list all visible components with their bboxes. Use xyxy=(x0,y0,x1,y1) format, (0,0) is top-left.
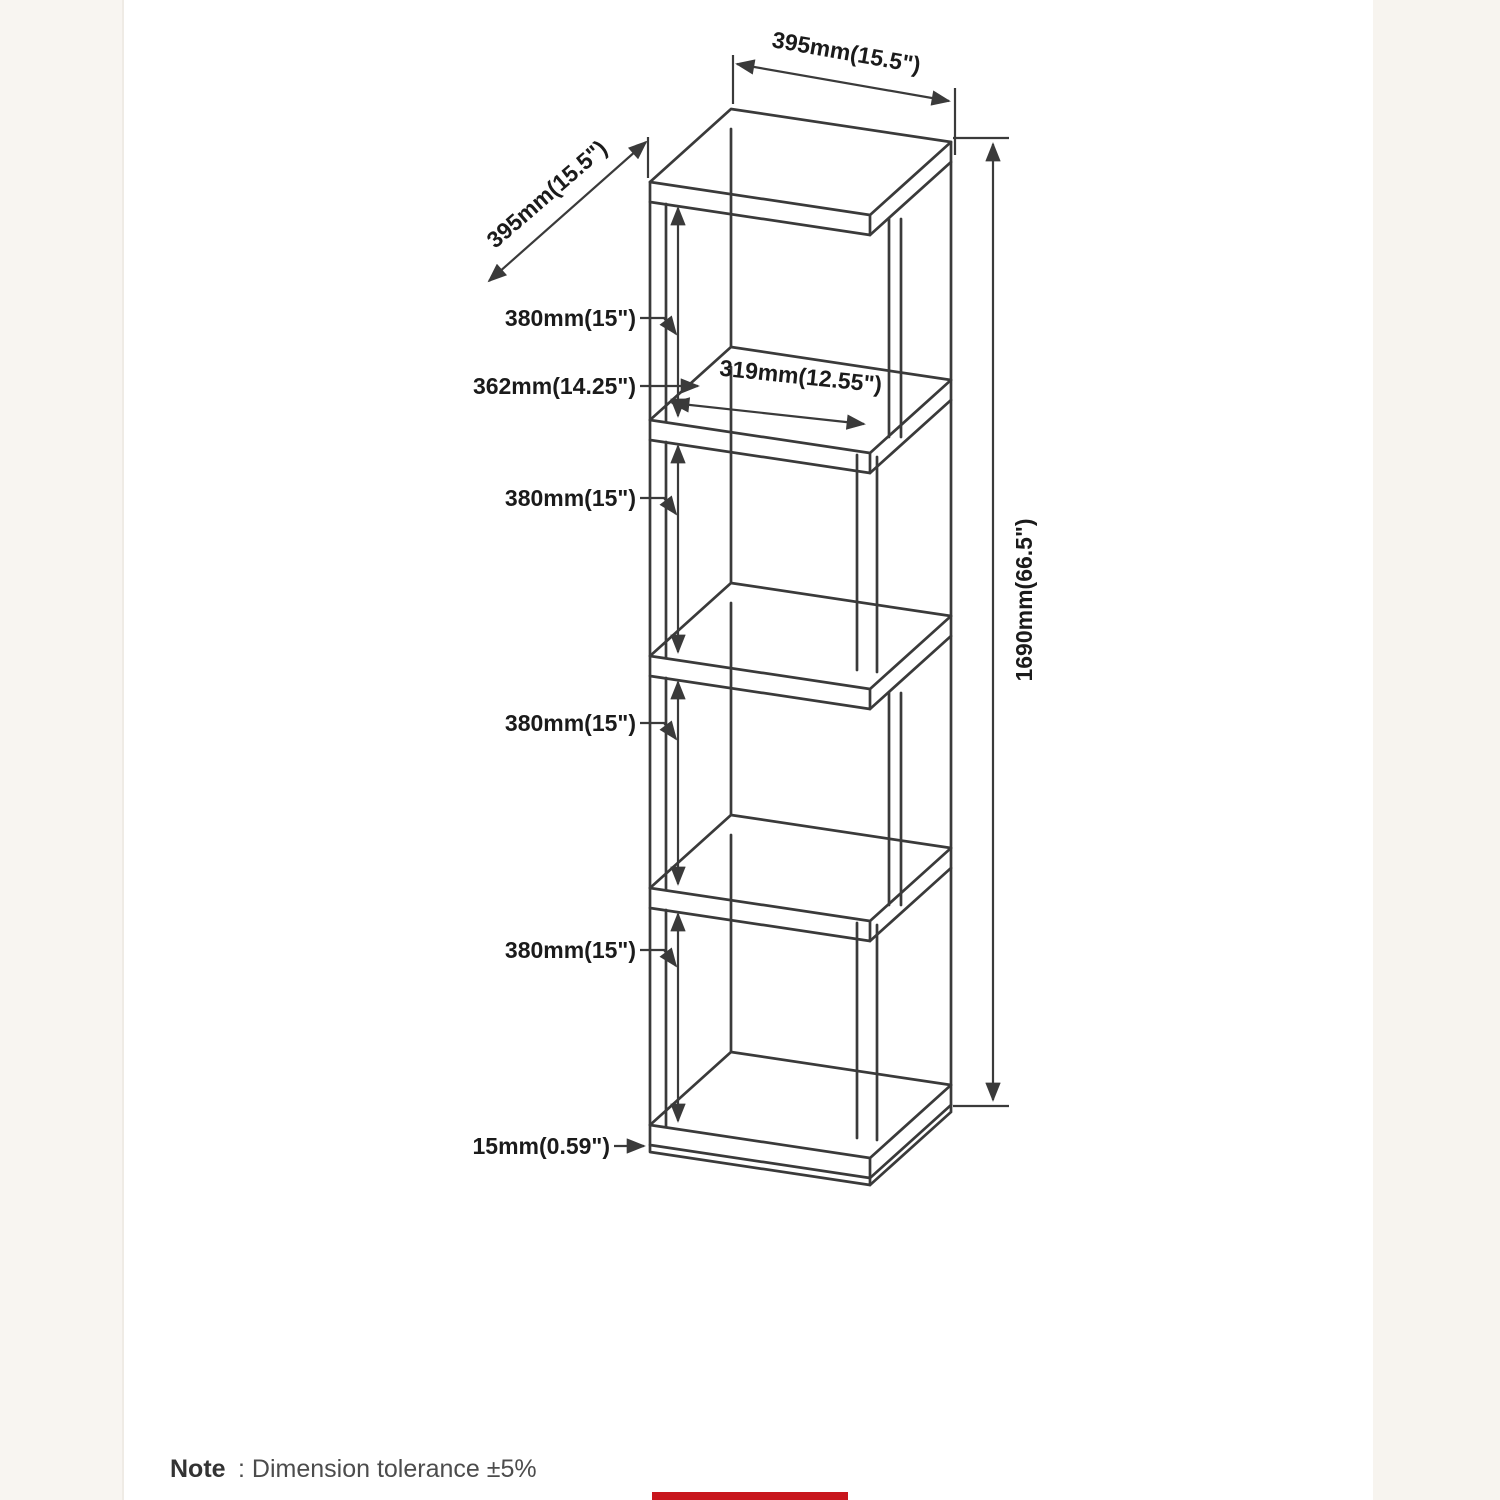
dimension-top-width xyxy=(733,26,955,155)
dimension-side-depth-label: 395mm(15.5") xyxy=(481,134,612,254)
dimension-tier-height-3 xyxy=(505,682,678,884)
dimension-tier-height-2 xyxy=(505,446,678,652)
dimension-shelf-offset-label: 362mm(14.25") xyxy=(472,373,636,399)
dimension-tier-height-1-label: 380mm(15") xyxy=(504,305,636,331)
dimension-base-thickness xyxy=(473,1133,644,1159)
right-margin-band xyxy=(1373,0,1500,1500)
shelf-unit-drawing xyxy=(650,109,951,1185)
dimension-shelf-offset xyxy=(473,373,698,399)
dimension-tier-height-4 xyxy=(505,914,678,1121)
left-margin-edge xyxy=(122,0,124,1500)
dimension-tier-height-3-label: 380mm(15") xyxy=(504,710,636,736)
shelf-slab xyxy=(650,583,951,709)
note-text: : Dimension tolerance ±5% xyxy=(238,1455,537,1483)
note xyxy=(170,1455,537,1483)
dimension-tier-height-2-label: 380mm(15") xyxy=(504,485,636,511)
svg-text:Note : Dimension toleran xyxy=(170,1455,537,1483)
red-button-partial[interactable] xyxy=(652,1492,848,1500)
shelf-slab xyxy=(650,1052,951,1185)
dimension-overall-height-label: 1690mm(66.5") xyxy=(1011,518,1037,682)
note-label: Note xyxy=(170,1455,226,1483)
dimension-tier-height-4-label: 380mm(15") xyxy=(504,937,636,963)
dimension-side-depth xyxy=(482,135,648,281)
dimension-top-width-label: 395mm(15.5") xyxy=(770,26,923,78)
dimension-inner-width-label: 319mm(12.55") xyxy=(718,354,884,398)
shelf-supports xyxy=(650,129,951,1140)
left-margin-band xyxy=(0,0,123,1500)
shelf-slab xyxy=(650,109,951,235)
shelf-slab xyxy=(650,815,951,941)
dimension-base-thickness-label: 15mm(0.59") xyxy=(472,1133,610,1159)
dimension-overall-height xyxy=(953,138,1037,1106)
